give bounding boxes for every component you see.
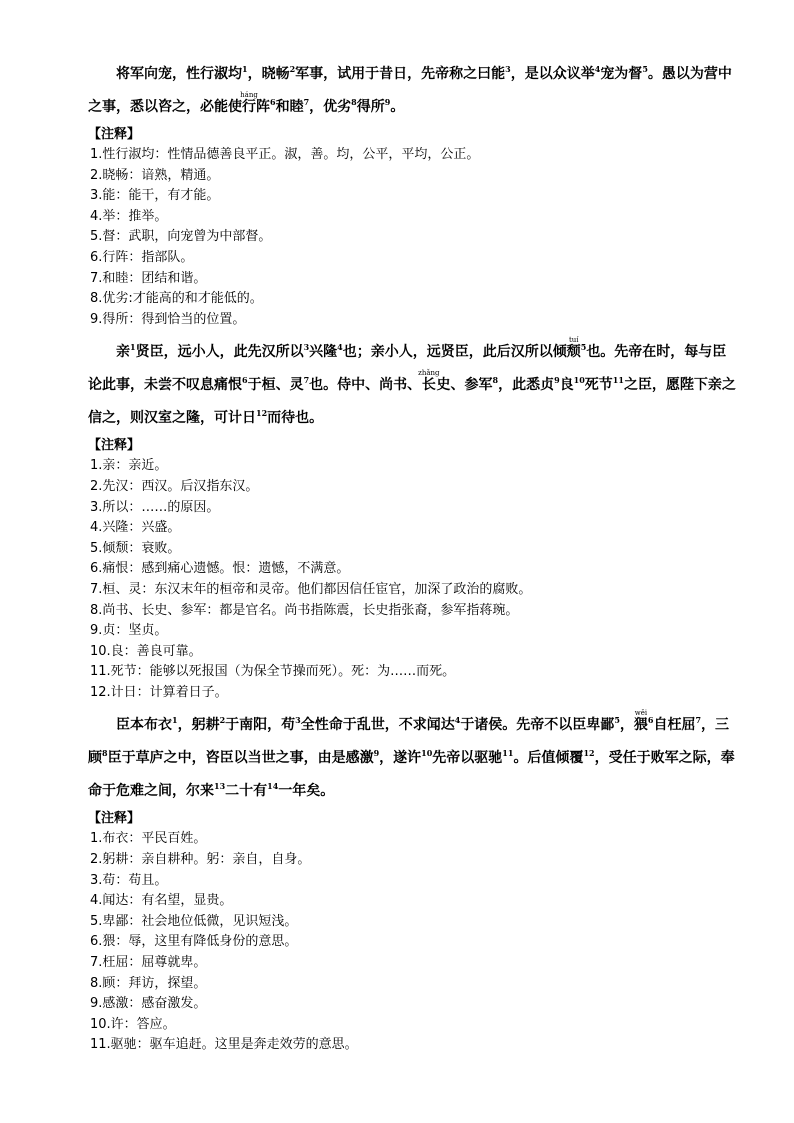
note-item: 5.卑鄙：社会地位低微，见识短浅。 <box>90 913 298 929</box>
passage-text: ，晓畅 <box>247 66 290 82</box>
note-marker: 12 <box>256 408 268 419</box>
note-marker: 13 <box>214 781 226 792</box>
note-item: 2.晓畅：谙熟，精通。 <box>90 167 220 183</box>
note-marker: 3 <box>505 64 511 74</box>
note-item: 7.枉屈：屈尊就卑。 <box>90 955 207 971</box>
passage-text: ，三顾 <box>88 717 730 767</box>
notes-list <box>88 829 738 1056</box>
note-marker: 6 <box>270 97 276 107</box>
passage-text: 于桓、灵 <box>247 377 304 394</box>
note-marker: 10 <box>421 748 433 759</box>
note-item: 10.良：善良可靠。 <box>90 643 202 659</box>
passage-text: 全性命于乱世，不求闻达 <box>300 717 455 734</box>
note-item: 4.举：推举。 <box>90 208 168 224</box>
note-item: 2.躬耕：亲自耕种。躬：亲自，自身。 <box>90 852 311 868</box>
passage-text: 宠为督 <box>600 66 643 82</box>
note-item: 5.督：武职，向宠曾为中部督。 <box>90 229 272 245</box>
passage-text: 贤臣，远小人，此先汉所以 <box>135 344 304 361</box>
note-marker: 8 <box>492 375 499 386</box>
passage-text: 臣本布衣 <box>116 717 172 734</box>
passage-text: ， <box>619 717 634 734</box>
note-marker: 9 <box>373 748 380 759</box>
passage-text: 二十有 <box>225 783 268 800</box>
passage-text: ，此悉贞 <box>498 377 555 394</box>
main-passage <box>88 709 738 808</box>
pinyin-annotation: 颓tuí <box>566 336 581 361</box>
note-item: 6.行阵：指部队。 <box>90 249 194 265</box>
note-marker: 2 <box>219 715 226 726</box>
note-item: 8.顾：拜访，探望。 <box>90 975 207 991</box>
note-item: 2.先汉：西汉。后汉指东汉。 <box>90 478 259 494</box>
note-marker: 5 <box>614 715 620 726</box>
note-item: 1.性行淑均：性情品德善良平正。淑，善。均，公平，平均，公正。 <box>90 147 480 162</box>
note-marker: 11 <box>612 375 624 386</box>
passage-text: 也。先帝在时，每与臣论此事，未尝不叹息痛恨 <box>88 344 727 394</box>
passage-text: 军事，试用于昔日，先帝称之曰能 <box>295 66 506 82</box>
note-item: 3.所以：……的原因。 <box>90 499 220 515</box>
note-item: 9.感激：感奋激发。 <box>90 996 207 1012</box>
note-item: 5.倾颓：衰败。 <box>90 540 181 556</box>
notes-list <box>88 145 738 330</box>
passage-text: 。愚以为营中之事，悉以咨之，必能使 <box>88 66 732 115</box>
note-item: 9.得所：得到恰当的位置。 <box>90 311 246 327</box>
pinyin-annotation: 行háng <box>240 91 258 115</box>
passage-text: 先帝以驱驰 <box>432 750 503 767</box>
note-marker: 7 <box>303 97 310 107</box>
note-marker: 7 <box>303 375 310 386</box>
note-item: 4.闻达：有名望，显贵。 <box>90 893 233 909</box>
passage-text: 将军向宠，性行淑均 <box>116 66 242 82</box>
section-1 <box>88 58 738 330</box>
note-marker: 3 <box>295 715 301 726</box>
passage-text: 得所 <box>356 99 385 115</box>
passage-text: 亲 <box>116 344 130 361</box>
note-marker: 1 <box>130 342 136 353</box>
note-marker: 6 <box>242 375 248 386</box>
note-marker: 5 <box>642 64 648 74</box>
passage-text: 和睦 <box>275 99 304 115</box>
note-marker: 7 <box>695 715 702 726</box>
note-item: 1.亲：亲近。 <box>90 458 168 474</box>
note-marker: 9 <box>384 97 391 107</box>
note-marker: 2 <box>289 64 296 74</box>
passage-text: 也；亲小人，远贤臣，此后汉所以倾 <box>342 344 567 361</box>
passage-text: 良 <box>559 377 574 394</box>
section-3 <box>88 709 738 1056</box>
passage-text: 也。侍中、尚书、 <box>309 377 422 394</box>
passage-text: 一年矣。 <box>278 783 335 800</box>
passage-text: 自枉屈 <box>653 717 696 734</box>
notes-heading: 【注释】 <box>88 811 141 827</box>
document-page <box>88 58 738 1060</box>
note-marker: 12 <box>583 748 595 759</box>
passage-text: 兴隆 <box>309 344 338 361</box>
note-item: 11.驱驰：驱车追赶。这里是奔走效劳的意思。 <box>90 1037 358 1053</box>
note-marker: 4 <box>337 342 343 353</box>
passage-text: ，优劣 <box>309 99 352 115</box>
passage-text: ，躬耕 <box>177 717 220 734</box>
note-item: 7.和睦：团结和谐。 <box>90 270 207 286</box>
note-item: 1.布衣：平民百姓。 <box>90 831 207 847</box>
passage-text: 。后值倾覆 <box>513 750 584 767</box>
note-marker: 8 <box>102 748 108 759</box>
note-item: 6.痛恨：感到痛心遗憾。恨：遗憾，不满意。 <box>90 561 350 577</box>
note-marker: 10 <box>573 375 585 386</box>
passage-text: 。 <box>390 99 405 115</box>
passage-text: 于南阳，苟 <box>225 717 296 734</box>
note-item: 10.许：答应。 <box>90 1016 176 1032</box>
note-item: 3.能：能干，有才能。 <box>90 188 220 204</box>
note-item: 8.优劣:才能高的和才能低的。 <box>90 291 263 307</box>
note-marker: 4 <box>594 64 601 74</box>
note-marker: 5 <box>580 342 587 353</box>
passage-text: ，受任于败军之际，奉命于危难之间，尔来 <box>88 750 735 800</box>
note-marker: 6 <box>647 715 654 726</box>
pinyin-annotation: 长zhǎng <box>418 369 440 394</box>
notes-heading: 【注释】 <box>88 438 141 454</box>
note-marker: 11 <box>502 748 514 759</box>
notes-heading: 【注释】 <box>88 127 141 142</box>
passage-text: 死节 <box>584 377 613 394</box>
note-item: 6.猥：辱，这里有降低身份的意思。 <box>90 934 298 950</box>
note-item: 4.兴隆：兴盛。 <box>90 520 181 536</box>
passage-text: 而待也。 <box>267 410 324 427</box>
note-item: 3.苟：苟且。 <box>90 872 168 888</box>
note-marker: 8 <box>351 97 357 107</box>
note-item: 9.贞：坚贞。 <box>90 623 168 639</box>
main-passage <box>88 336 738 435</box>
notes-list <box>88 456 738 703</box>
note-marker: 3 <box>303 342 310 353</box>
section-2 <box>88 336 738 703</box>
pinyin-annotation: 猥wěi <box>633 709 648 734</box>
main-passage <box>88 58 738 124</box>
passage-text: 于诸侯。先帝不以臣卑鄙 <box>460 717 615 734</box>
passage-text: 阵 <box>256 99 270 115</box>
note-marker: 4 <box>454 715 461 726</box>
note-marker: 14 <box>267 781 279 792</box>
passage-text: 史、参军 <box>436 377 493 394</box>
passage-text: ，遂许 <box>379 750 422 767</box>
note-item: 12.计日：计算着日子。 <box>90 684 228 700</box>
note-item: 11.死节：能够以死报国（为保全节操而死）。死：为……而死。 <box>90 664 456 680</box>
note-item: 7.桓、灵：东汉末年的桓帝和灵帝。他们都因信任宦官，加深了政治的腐败。 <box>90 581 532 597</box>
passage-text: 之臣，愿陛下亲之信之，则汉室之隆，可计日 <box>88 377 736 427</box>
note-marker: 1 <box>242 64 248 74</box>
note-marker: 1 <box>172 715 178 726</box>
note-marker: 9 <box>554 375 560 386</box>
passage-text: ，是以众议举 <box>510 66 595 82</box>
note-item: 8.尚书、长史、参军：都是官名。尚书指陈震，长史指张裔，参军指蒋琬。 <box>90 602 519 618</box>
passage-text: 臣于草庐之中，咨臣以当世之事，由是感激 <box>107 750 374 767</box>
